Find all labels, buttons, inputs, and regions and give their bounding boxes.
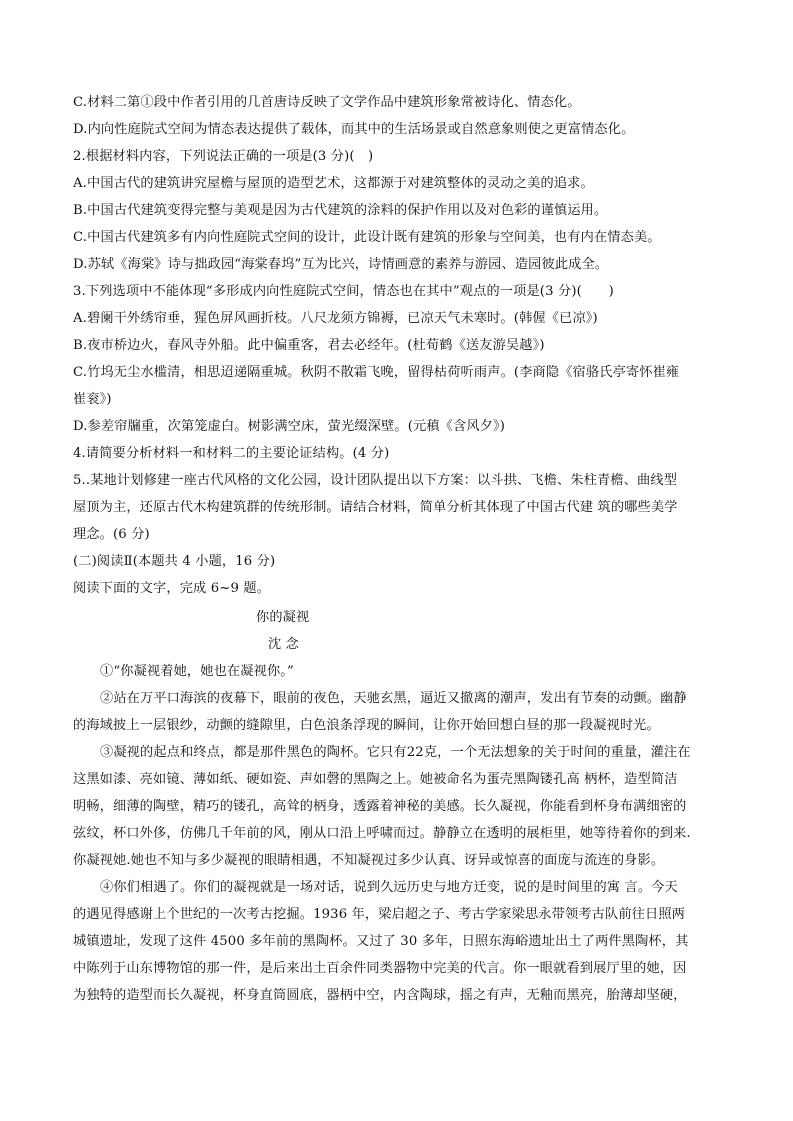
section-heading: (二)阅读Ⅱ(本题共 4 小题，16 分) xyxy=(73,554,276,569)
question-3: 3.下列选项中不能体现“多形成内向性庭院式空间，情态也在其中”观点的一项是(3 分)( ) xyxy=(73,284,614,299)
option-a-3: A.碧阑干外绣帘垂，猩色屏风画折枝。八尺龙须方锦褥，已凉天气未寒时。(韩偓《已凉》) xyxy=(73,311,598,326)
paragraph-4-line4: 中陈列于山东博物馆的那一件，是后来出土百余件同类器物中完美的代言。你一眼就看到展厅里的她，因 xyxy=(73,961,687,976)
paragraph-3-line3: 明畅，细薄的陶壁，精巧的镂孔，高耸的柄身，透露着神秘的美感。长久凝视，你能看到杯身布满细密的 xyxy=(73,799,687,814)
question-5-cont1: 屋顶为主，还原古代木构建筑群的传统形制。请结合材料，简单分析其体现了中国古代建 筑的哪些美学 xyxy=(73,500,678,515)
paragraph-3-line1: ③凝视的起点和终点，都是那件黑色的陶杯。它只有22克，一个无法想象的关于时间的重量，灌注在 xyxy=(100,745,691,760)
reading-instruction: 阅读下面的文字，完成 6~9 题。 xyxy=(73,581,271,596)
paragraph-2-line2: 的海域披上一层银纱，动颤的缝隙里，白色浪条浮现的瞬间，让你开始回想白昼的那一段凝视时光。 xyxy=(73,718,660,733)
paragraph-3-line2: 这黑如漆、亮如镜、薄如纸、硬如瓷、声如磬的黑陶之上。她被命名为蛋壳黑陶镂孔高 柄杯，造型简洁 xyxy=(73,772,678,787)
article-title: 你的凝视 xyxy=(256,610,310,625)
option-b-2: B.中国古代建筑变得完整与美观是因为古代建筑的涂料的保护作用以及对色彩的谨慎运用。 xyxy=(73,203,608,218)
option-c-1: C.材料二第①段中作者引用的几首唐诗反映了文学作品中建筑形象常被诗化、情态化。 xyxy=(73,95,581,110)
paragraph-4-line1: ④你们相遇了。你们的凝视就是一场对话，说到久远历史与地方迁变，说的是时间里的寓 言。今天 xyxy=(100,880,678,895)
option-d-1: D.内向性庭院式空间为情态表达提供了载体，而其中的生活场景或自然意象则使之更富情态化。 xyxy=(73,122,635,137)
paragraph-3-line5: 你凝视她.她也不知与多少凝视的眼睛相遇，不知凝视过多少认真、讶异或惊喜的面庞与流连的身影。 xyxy=(73,853,665,868)
paragraph-4-line5: 为独特的造型而长久凝视，杯身直筒圆底，器柄中空，内含陶球，摇之有声，无釉而黑亮，胎薄却坚硬， xyxy=(73,988,687,1003)
option-d-3: D.参差帘牖重，次第笼虚白。树影满空床，萤光缀深壁。(元稹《含风夕》) xyxy=(73,419,506,434)
question-2: 2.根据材料内容，下列说法正确的一项是(3 分)( ) xyxy=(73,149,374,164)
option-c-3: C.竹坞无尘水槛清，相思迢递隔重城。秋阴不散霜飞晚，留得枯荷听雨声。(李商隐《宿骆氏亭寄怀崔雍 xyxy=(73,365,680,380)
option-b-3: B.夜市桥边火，春风寺外船。此中偏重客，君去必经年。(杜荀鹤《送友游吴越》) xyxy=(73,338,545,353)
option-c-3-cont: 崔衮》) xyxy=(73,392,112,407)
paragraph-3-line4: 弦纹，杯口外侈，仿佛几千年前的风，刚从口沿上呼啸而过。静静立在透明的展柜里，她等待着你的到来. xyxy=(73,826,691,841)
paragraph-1: ①“你凝视着她，她也在凝视你。” xyxy=(100,664,294,679)
paragraph-4-line3: 城镇遗址，发现了这件 4500 多年前的黑陶杯。又过了 30 多年，日照东海峪遗址出土了两件黑陶杯，其 xyxy=(73,934,689,949)
paragraph-4-line2: 的遇见得感谢上个世纪的一次考古挖掘。1936 年，梁启超之子、考古学家梁思永带领考古队前往日照两 xyxy=(73,907,686,922)
question-4: 4.请简要分析材料一和材料二的主要论证结构。(4 分) xyxy=(73,446,390,461)
article-author: 沈 念 xyxy=(268,637,300,652)
question-5: 5..某地计划修建一座古代风格的文化公园，设计团队提出以下方案：以斗拱、飞檐、朱柱青檐、曲线型 xyxy=(73,473,678,488)
option-c-2: C.中国古代建筑多有内向性庭院式空间的设计，此设计既有建筑的形象与空间美，也有内在情态美。 xyxy=(73,230,661,245)
option-d-2: D.苏轼《海棠》诗与拙政园“海棠春坞”互为比兴，诗情画意的素养与游园、造园彼此成全。 xyxy=(73,257,609,272)
paragraph-2-line1: ②站在万平口海滨的夜幕下，眼前的夜色，天驰玄黑，逼近又撤离的潮声，发出有节奏的动颤。幽静 xyxy=(100,691,687,706)
option-a-2: A.中国古代的建筑讲究屋檐与屋顶的造型艺术，这都源于对建筑整体的灵动之美的追求。 xyxy=(73,176,594,191)
question-5-cont2: 理念。(6 分) xyxy=(73,527,150,542)
